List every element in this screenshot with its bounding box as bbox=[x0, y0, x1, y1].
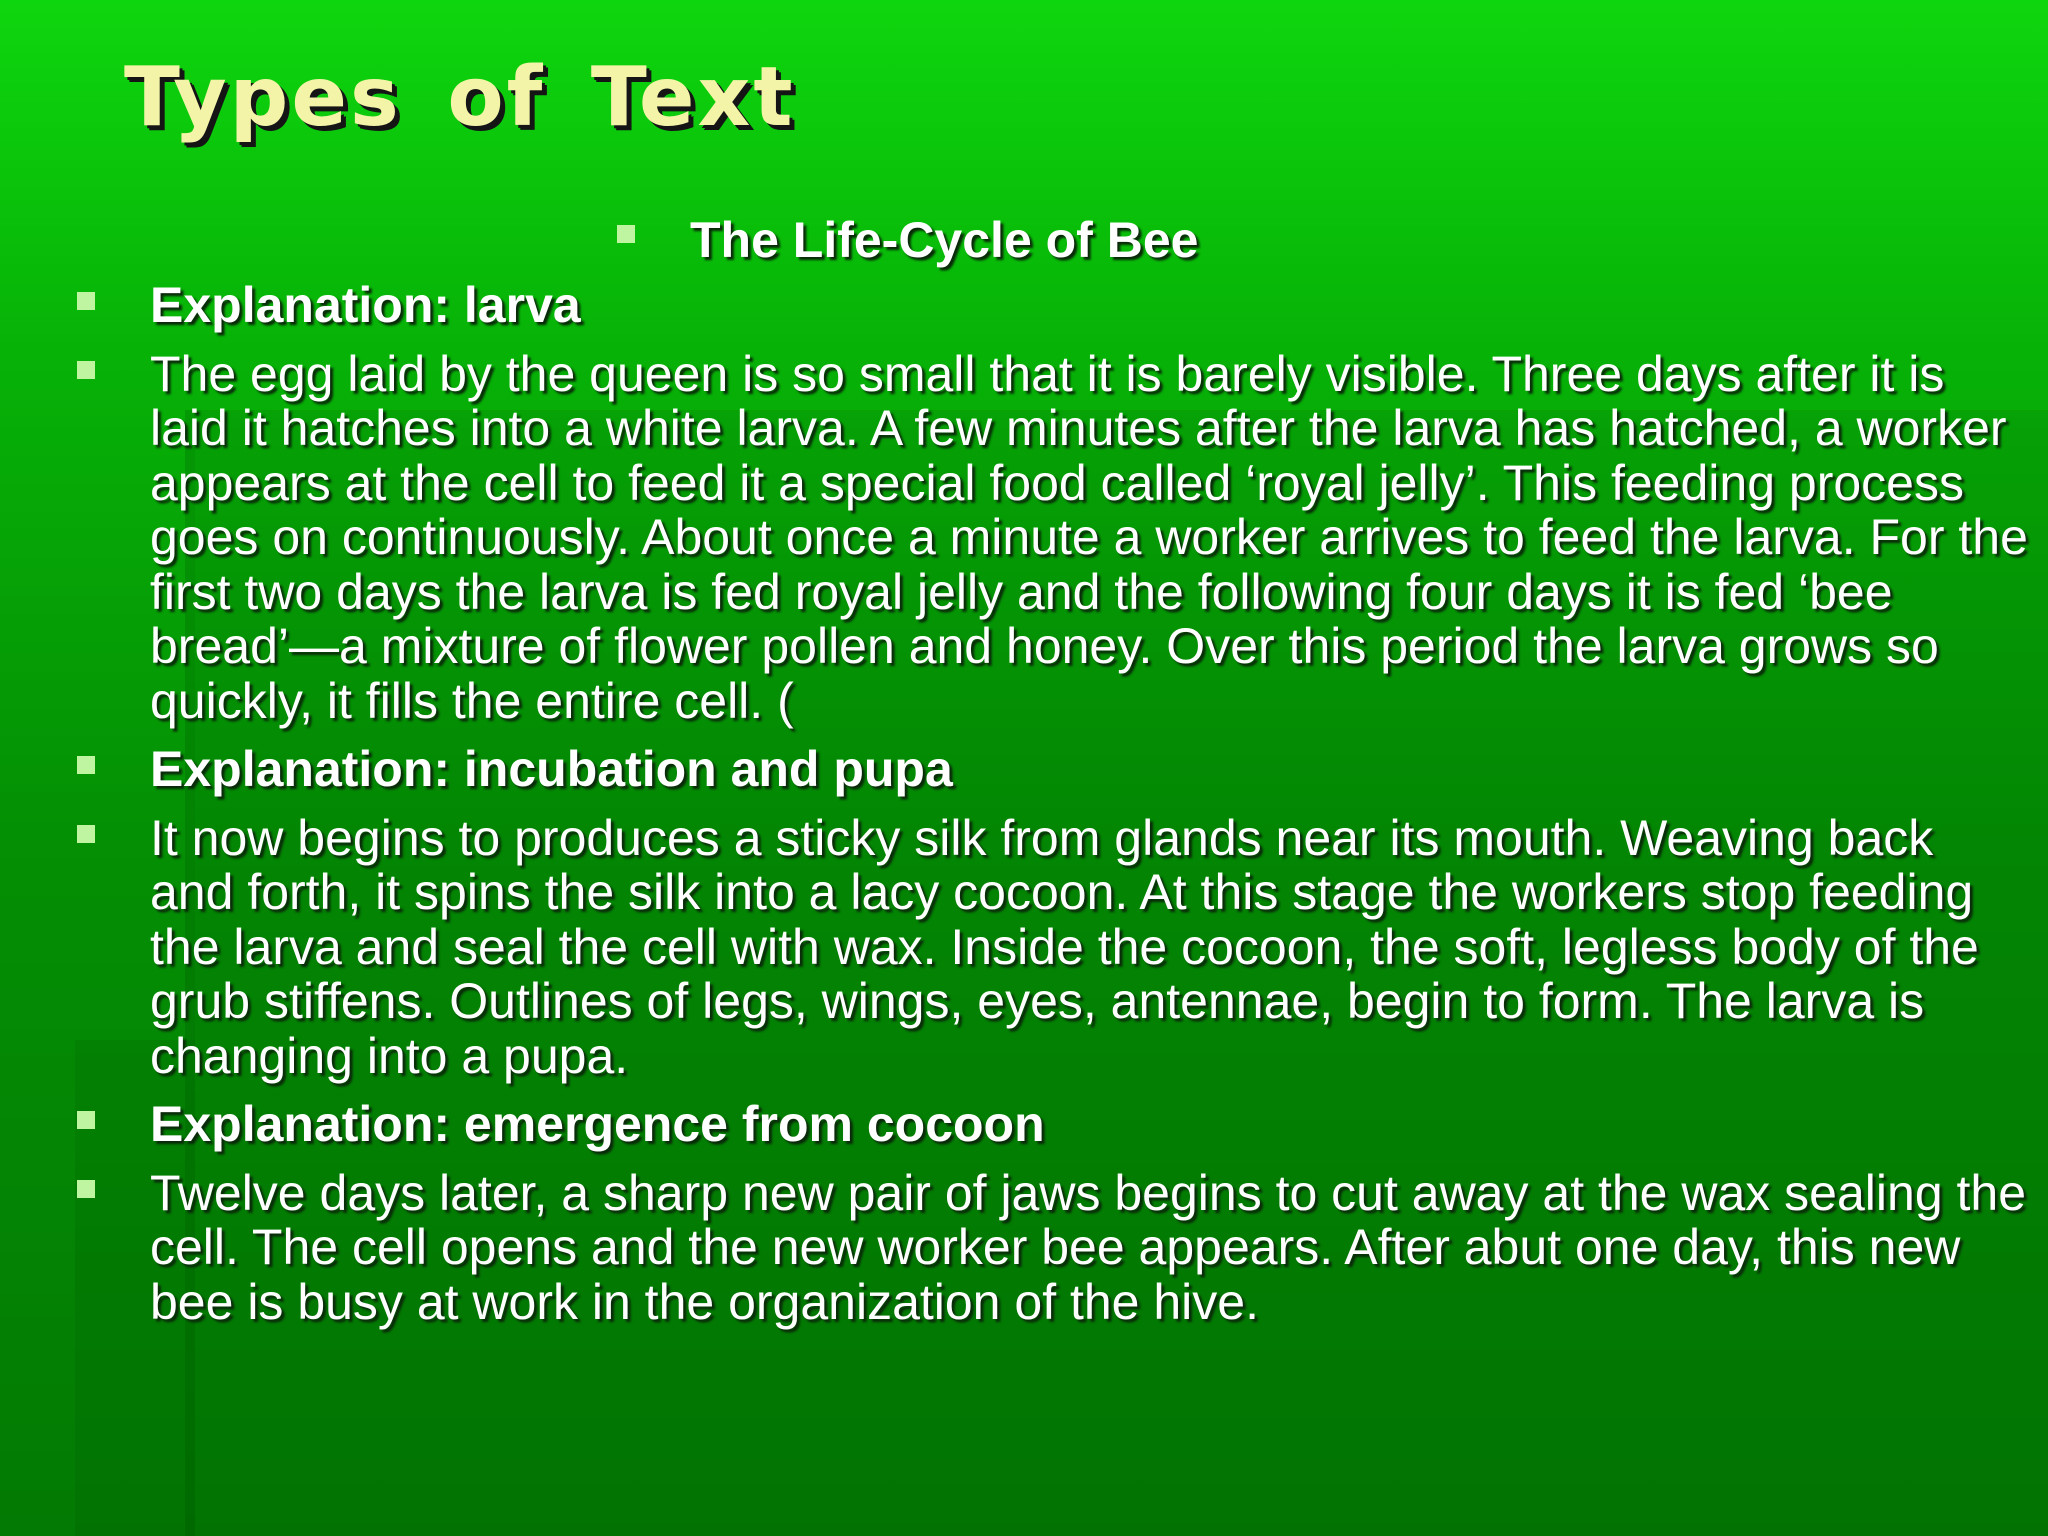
subtitle-text: The Life-Cycle of Bee bbox=[690, 212, 1199, 268]
square-bullet-icon bbox=[617, 225, 635, 243]
bullet-item-larva-text bbox=[150, 347, 2030, 729]
bullet-item-emergence-heading bbox=[150, 1097, 2030, 1152]
bullet-text: Twelve days later, a sharp new pair of jaws begins to cut away at the wax sealing the cell. The cell opens and the new worker bee appears. After abut one day, this new bee is busy at work in the organization of the hive. bbox=[150, 1164, 2027, 1330]
bullet-item-emergence-text bbox=[150, 1166, 2030, 1330]
square-bullet-icon bbox=[77, 1111, 95, 1129]
bullet-list bbox=[150, 278, 2030, 1343]
square-bullet-icon bbox=[77, 756, 95, 774]
bullet-text: Explanation: incubation and pupa bbox=[150, 741, 953, 797]
bullet-text: Explanation: emergence from cocoon bbox=[150, 1096, 1045, 1152]
bullet-text: The egg laid by the queen is so small that it is barely visible. Three days after it is laid it hatches into a white larva. A few minutes after the larva has hatched, a worker appears at the cell to feed it a special food called ‘royal jelly’. This feeding process goes on continuously. About once a minute a worker arrives to feed the larva. For the first two days the larva is fed royal jelly and the following four days it is fed ‘bee bread’—a mixture of flower pollen and honey. Over this period the larva grows so quickly, it fills the entire cell. ( bbox=[150, 345, 2028, 729]
square-bullet-icon bbox=[77, 825, 95, 843]
square-bullet-icon bbox=[77, 361, 95, 379]
slide-title: Types of Text bbox=[124, 50, 796, 145]
bullet-item-larva-heading bbox=[150, 278, 2030, 333]
bullet-item-pupa-heading bbox=[150, 742, 2030, 797]
bullet-text: Explanation: larva bbox=[150, 277, 581, 333]
square-bullet-icon bbox=[77, 292, 95, 310]
slide-subtitle bbox=[690, 205, 1198, 275]
bullet-item-pupa-text bbox=[150, 811, 2030, 1084]
square-bullet-icon bbox=[77, 1180, 95, 1198]
bullet-text: It now begins to produces a sticky silk from glands near its mouth. Weaving back and forth, it spins the silk into a lacy cocoon. At this stage the workers stop feeding the larva and seal the cell with wax. Inside the cocoon, the soft, legless body of the grub stiffens. Outlines of legs, wings, eyes, antennae, begin to form. The larva is changing into a pupa. bbox=[150, 809, 1979, 1084]
